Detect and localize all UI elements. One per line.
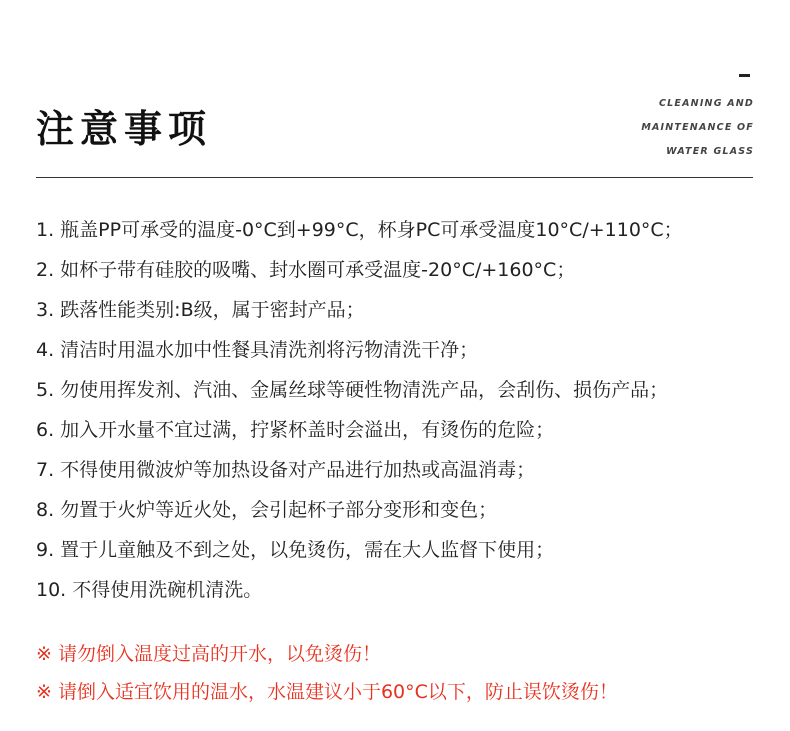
note-item: 10. 不得使用洗碗机清洗。 bbox=[36, 579, 263, 601]
note-item: 7. 不得使用微波炉等加热设备对产品进行加热或高温消毒； bbox=[36, 459, 536, 481]
note-item: 8. 勿置于火炉等近火处，会引起杯子部分变形和变色； bbox=[36, 499, 498, 521]
note-item: 5. 勿使用挥发剂、汽油、金属丝球等硬性物清洗产品，会刮伤、损伤产品； bbox=[36, 379, 669, 401]
note-item: 6. 加入开水量不宜过满，拧紧杯盖时会溢出，有烫伤的危险； bbox=[36, 419, 555, 441]
warnings-block bbox=[36, 638, 618, 714]
note-item: 1. 瓶盖PP可承受的温度-0°C到+99°C，杯身PC可承受温度10°C/+110°C； bbox=[36, 219, 683, 241]
note-item: 2. 如杯子带有硅胶的吸嘴、封水圈可承受温度-20°C/+160°C； bbox=[36, 259, 576, 281]
subtitle-line: MAINTENANCE OF bbox=[641, 122, 754, 133]
note-item: 3. 跌落性能类别:B级，属于密封产品； bbox=[36, 299, 365, 321]
warning-line: ※ 请倒入适宜饮用的温水，水温建议小于60°C以下，防止误饮烫伤！ bbox=[36, 681, 618, 703]
note-item: 9. 置于儿童触及不到之处，以免烫伤，需在大人监督下使用； bbox=[36, 539, 555, 561]
header-divider bbox=[36, 177, 753, 178]
note-item: 4. 清洁时用温水加中性餐具清洗剂将污物清洗干净； bbox=[36, 339, 479, 361]
english-subtitle bbox=[641, 92, 754, 164]
warning-line: ※ 请勿倒入温度过高的开水，以免烫伤！ bbox=[36, 643, 381, 665]
care-notes-list bbox=[36, 212, 683, 612]
accent-dash bbox=[739, 74, 750, 77]
subtitle-line: WATER GLASS bbox=[666, 146, 754, 157]
page-title: 注意事项 bbox=[36, 107, 213, 151]
subtitle-line: CLEANING AND bbox=[659, 98, 754, 109]
